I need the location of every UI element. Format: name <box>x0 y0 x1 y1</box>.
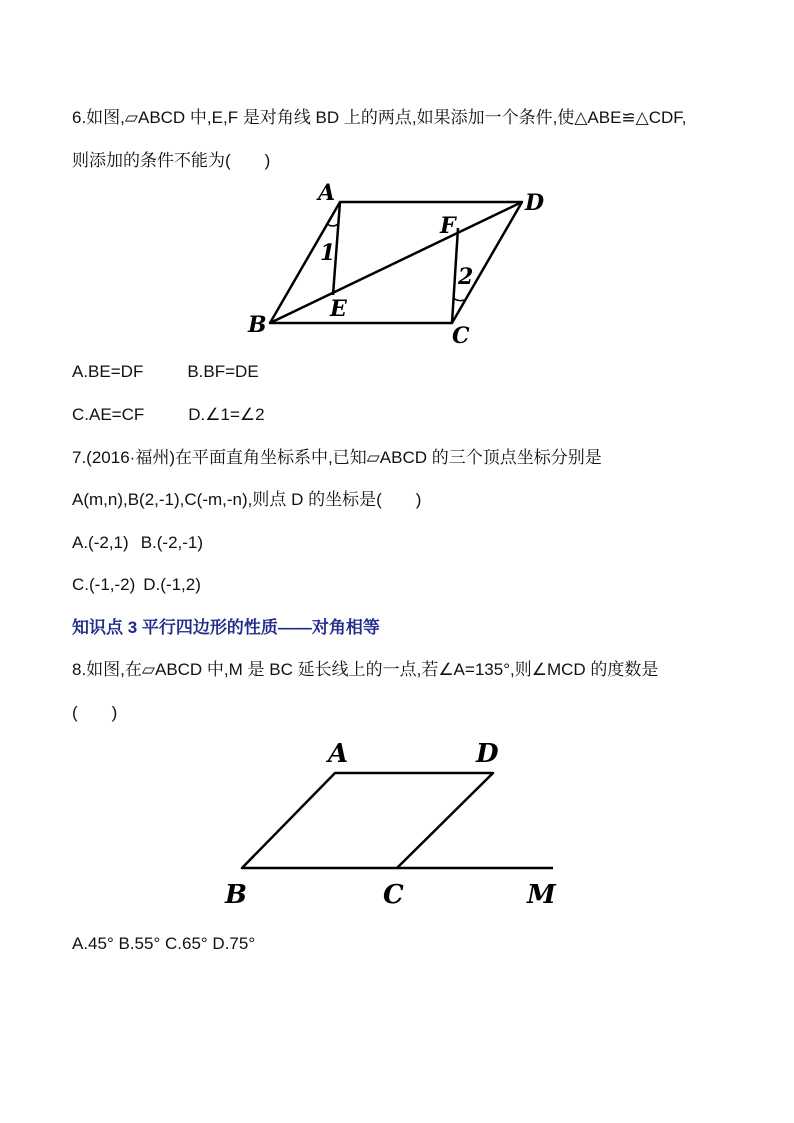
q6-angle2-label: 2 <box>458 264 474 290</box>
q8-label-d: D <box>476 739 499 769</box>
q6-label-e: E <box>330 296 347 322</box>
q7-option-b: B.(-2,-1) <box>140 533 204 552</box>
q8-label-m: M <box>527 880 556 910</box>
q7-option-a: A.(-2,1) <box>72 533 129 552</box>
q8-parallelogram <box>242 773 493 868</box>
q6-stem-line2: 则添加的条件不能为( ) <box>72 151 271 170</box>
q8-stem-line1: 8.如图,在▱ABCD 中,M 是 BC 延长线上的一点,若∠A=135°,则∠MCD 的度数是 <box>72 660 659 679</box>
q6-label-a: A <box>318 180 336 206</box>
q6-label-f: F <box>440 213 456 239</box>
q8-label-c: C <box>383 880 404 910</box>
q6-label-d: D <box>525 190 545 216</box>
q6-label-c: C <box>452 323 470 349</box>
q6-diagonal-bd <box>270 202 522 323</box>
q6-option-b: B.BF=DE <box>187 362 259 381</box>
q7-options-row1 <box>72 532 203 554</box>
q6-parallelogram-figure <box>240 178 560 350</box>
q6-options-row2 <box>72 404 265 426</box>
q7-options-row2 <box>72 574 201 596</box>
q8-parallelogram-figure <box>220 734 570 914</box>
section-heading: 知识点 3 平行四边形的性质——对角相等 <box>72 618 380 637</box>
q6-angle1-label: 1 <box>320 240 336 266</box>
q7-option-d: D.(-1,2) <box>143 575 201 594</box>
q8-label-a: A <box>328 739 349 769</box>
q6-angle1-arc <box>327 224 338 226</box>
q7-stem-line2: A(m,n),B(2,-1),C(-m,-n),则点 D 的坐标是( ) <box>72 490 422 509</box>
q7-stem-line1: 7.(2016·福州)在平面直角坐标系中,已知▱ABCD 的三个顶点坐标分别是 <box>72 448 602 467</box>
q6-option-d: D.∠1=∠2 <box>188 405 265 424</box>
q6-options-row1 <box>72 361 259 383</box>
q6-stem-line1: 6.如图,▱ABCD 中,E,F 是对角线 BD 上的两点,如果添加一个条件,使△ABE≌△CDF, <box>72 108 687 127</box>
q8-stem-line2: ( ) <box>72 703 118 722</box>
q6-label-b: B <box>248 312 267 338</box>
q7-option-c: C.(-1,-2) <box>72 575 136 594</box>
q6-option-c: C.AE=CF <box>72 405 145 424</box>
q8-label-b: B <box>225 880 247 910</box>
q8-options: A.45° B.55° C.65° D.75° <box>72 934 256 953</box>
q6-option-a: A.BE=DF <box>72 362 144 381</box>
